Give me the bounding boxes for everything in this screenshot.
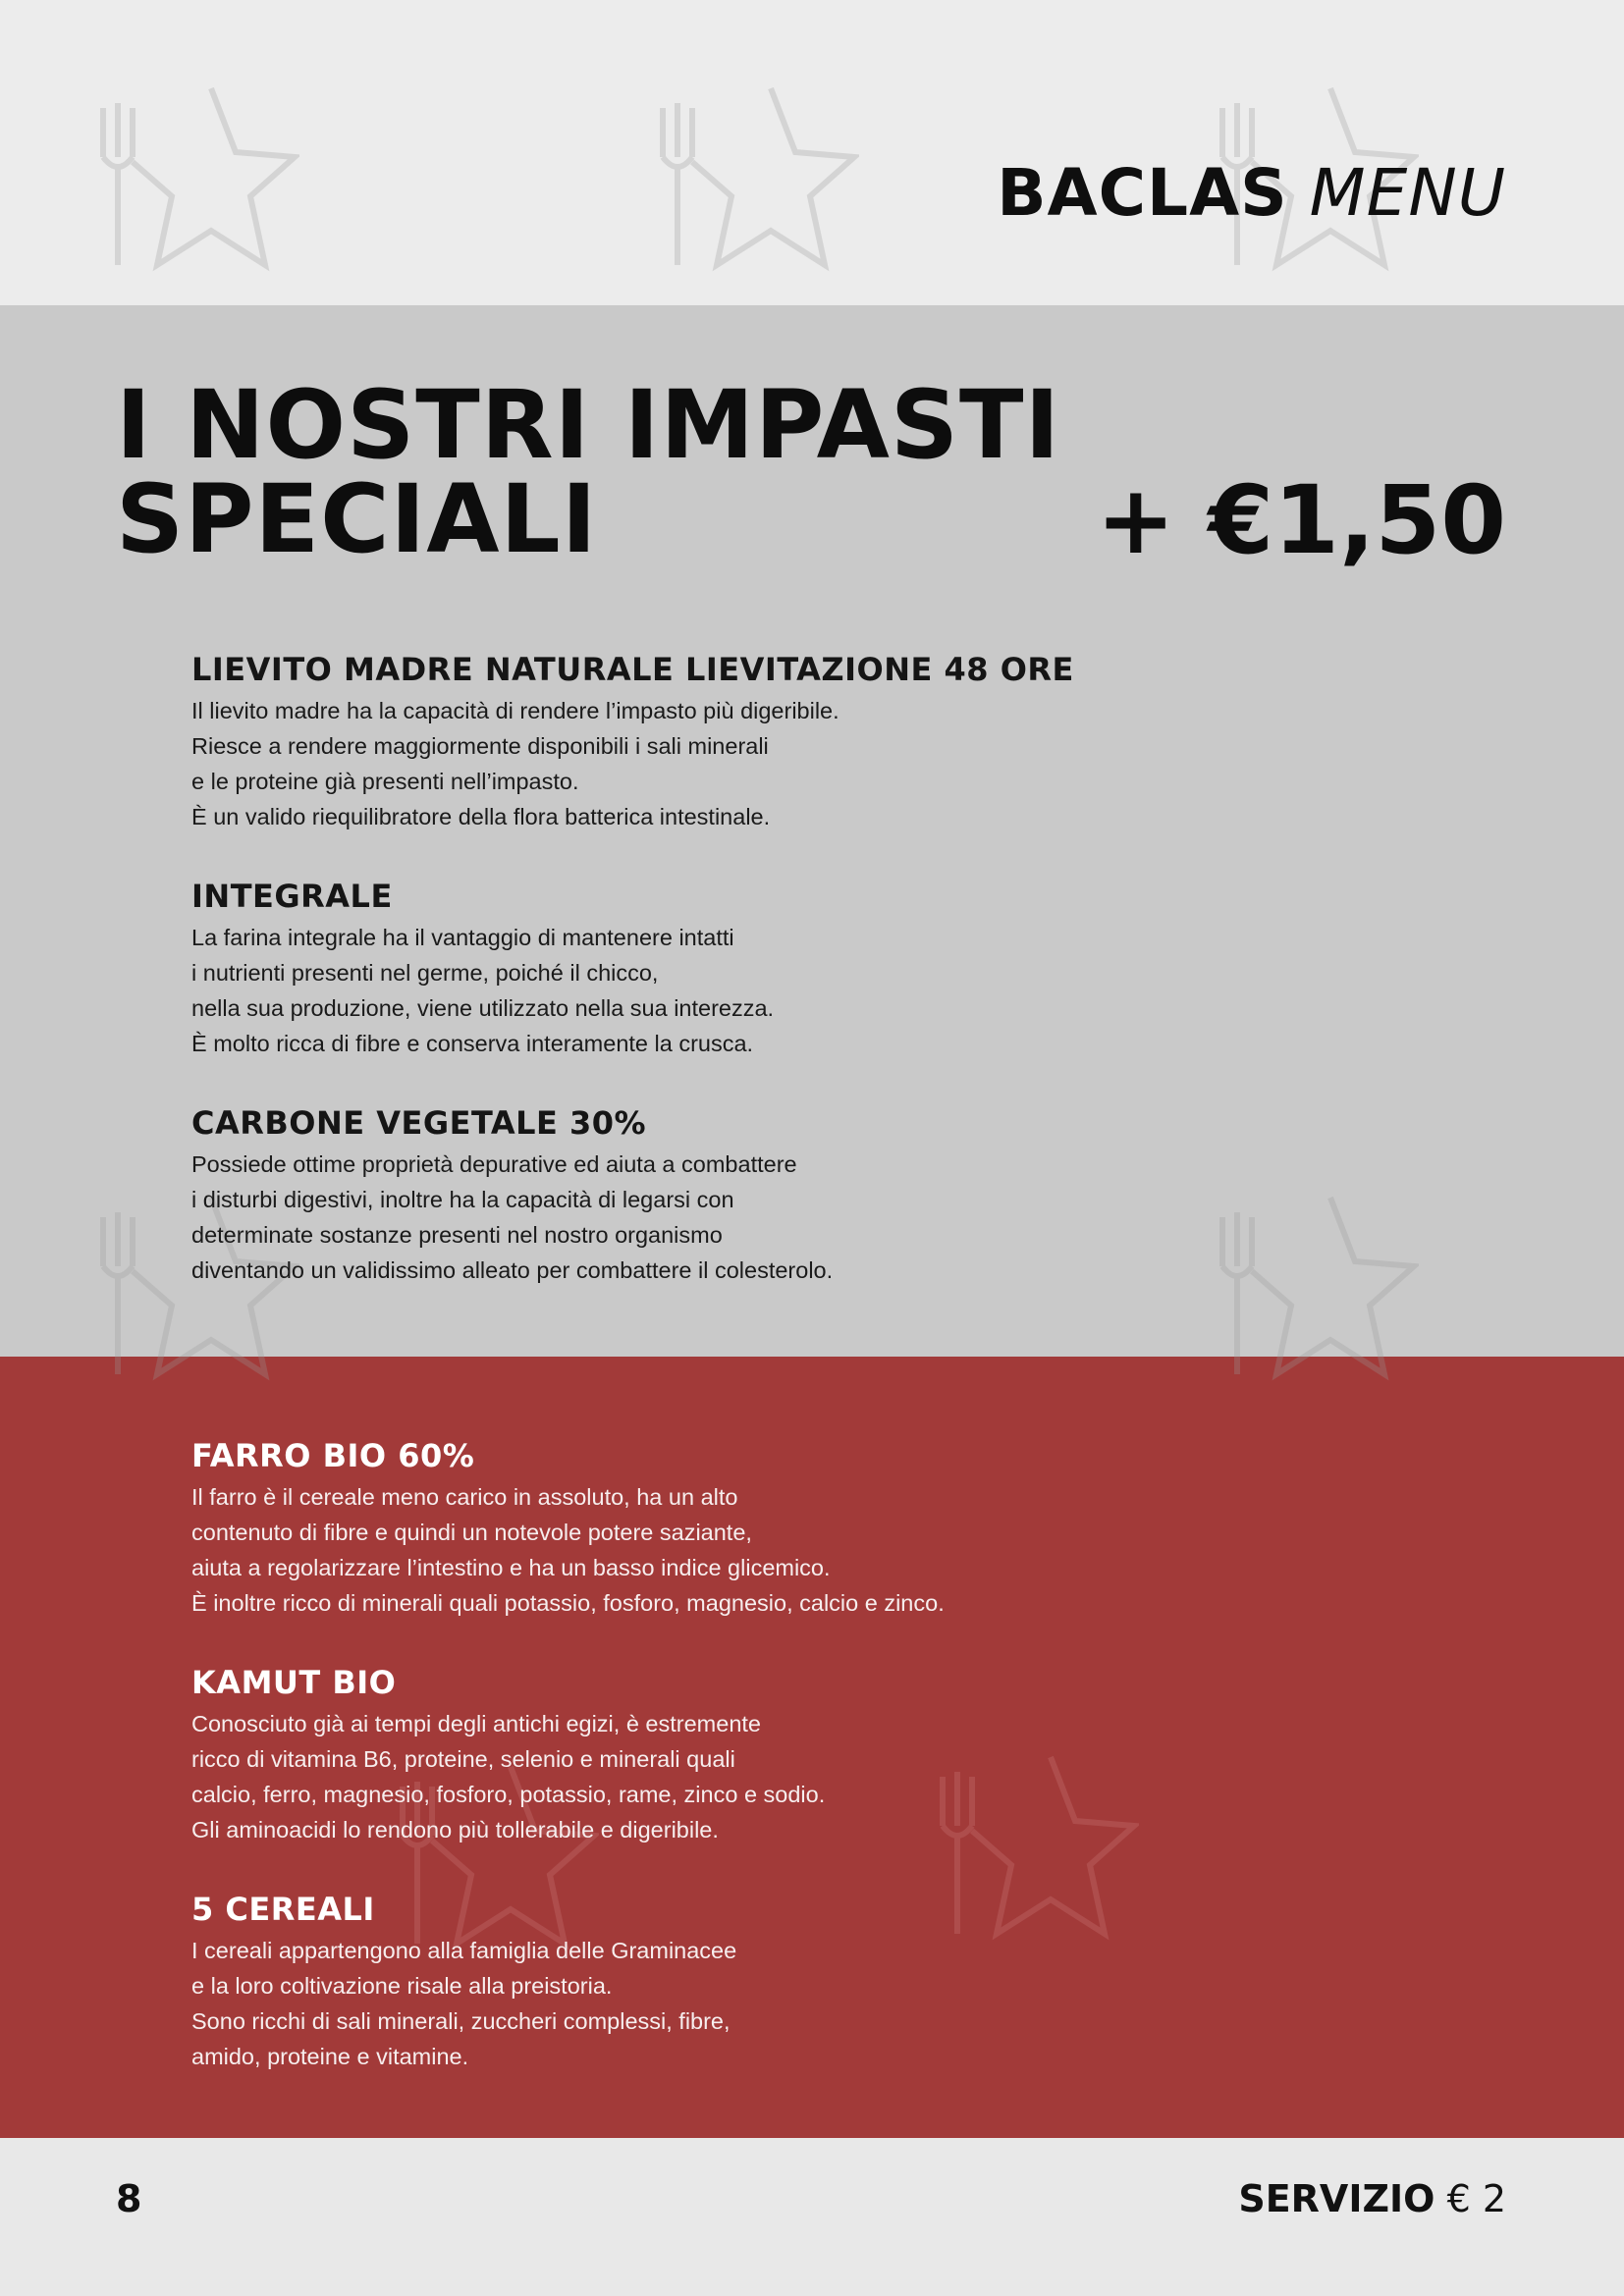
- section-heading: CARBONE VEGETALE 30%: [191, 1104, 647, 1142]
- section-text-line: Conosciuto già ai tempi degli antichi egizi, è estremente: [191, 1711, 761, 1736]
- section-text-line: diventando un validissimo alleato per combattere il colesterolo.: [191, 1257, 834, 1283]
- section-text-line: Il farro è il cereale meno carico in assoluto, ha un alto: [191, 1484, 738, 1510]
- section-text-line: È molto ricca di fibre e conserva interamente la crusca.: [191, 1031, 754, 1056]
- section-text-line: contenuto di fibre e quindi un notevole potere saziante,: [191, 1520, 752, 1545]
- section-text-line: È un valido riequilibratore della flora batterica intestinale.: [191, 804, 771, 829]
- section-text-line: i nutrienti presenti nel germe, poiché il chicco,: [191, 960, 659, 986]
- section-text-line: determinate sostanze presenti nel nostro organismo: [191, 1222, 723, 1248]
- page-title: [116, 370, 1061, 574]
- section-heading: 5 CEREALI: [191, 1891, 375, 1928]
- page-title-line-2: SPECIALI: [116, 464, 598, 574]
- section-text-line: Sono ricchi di sali minerali, zuccheri complessi, fibre,: [191, 2008, 731, 2034]
- section-text-line: Riesce a rendere maggiormente disponibili i sali minerali: [191, 733, 769, 759]
- section-heading: KAMUT BIO: [191, 1664, 397, 1701]
- section-text-line: e le proteine già presenti nell’impasto.: [191, 769, 579, 794]
- brand-title: [997, 155, 1506, 231]
- section-text-line: I cereali appartengono alla famiglia delle Graminacee: [191, 1938, 737, 1963]
- menu-section-farro-bio: [191, 1436, 1075, 1621]
- supplement-price: + €1,50: [1096, 465, 1506, 575]
- section-text-line: La farina integrale ha il vantaggio di mantenere intatti: [191, 925, 734, 950]
- menu-section-integrale: [191, 877, 1075, 1061]
- menu-section-lievito-madre: [191, 650, 1075, 834]
- section-text-line: nella sua produzione, viene utilizzato nella sua interezza.: [191, 995, 775, 1021]
- section-text-line: aiuta a regolarizzare l’intestino e ha un basso indice glicemico.: [191, 1555, 831, 1580]
- section-text-line: calcio, ferro, magnesio, fosforo, potassio, rame, zinco e sodio.: [191, 1782, 826, 1807]
- section-text-line: i disturbi digestivi, inoltre ha la capacità di legarsi con: [191, 1187, 734, 1212]
- section-heading: INTEGRALE: [191, 878, 393, 915]
- service-price: € 2: [1446, 2177, 1506, 2220]
- menu-section-5-cereali: [191, 1890, 1075, 2074]
- section-heading: FARRO BIO 60%: [191, 1437, 475, 1474]
- page-number: 8: [116, 2177, 142, 2220]
- service-label: SERVIZIO: [1238, 2177, 1435, 2220]
- menu-section-carbone-vegetale: [191, 1103, 1075, 1288]
- section-heading: LIEVITO MADRE NATURALE LIEVITAZIONE 48 ORE: [191, 651, 1074, 688]
- brand-subtitle: MENU: [1309, 155, 1506, 231]
- header-band: [0, 0, 1624, 305]
- service-charge: [1238, 2177, 1506, 2220]
- section-text-line: e la loro coltivazione risale alla preistoria.: [191, 1973, 613, 1999]
- section-text-line: ricco di vitamina B6, proteine, selenio e minerali quali: [191, 1746, 735, 1772]
- brand-name: BACLAS: [997, 155, 1288, 231]
- section-text-line: È inoltre ricco di minerali quali potassio, fosforo, magnesio, calcio e zinco.: [191, 1590, 945, 1616]
- section-text-line: Il lievito madre ha la capacità di rendere l’impasto più digeribile.: [191, 698, 839, 723]
- menu-section-kamut-bio: [191, 1663, 1075, 1847]
- section-text-line: Gli aminoacidi lo rendono più tollerabile e digeribile.: [191, 1817, 719, 1842]
- section-text-line: Possiede ottime proprietà depurative ed aiuta a combattere: [191, 1151, 797, 1177]
- section-text-line: amido, proteine e vitamine.: [191, 2044, 469, 2069]
- page-title-line-1: I NOSTRI IMPASTI: [116, 370, 1061, 480]
